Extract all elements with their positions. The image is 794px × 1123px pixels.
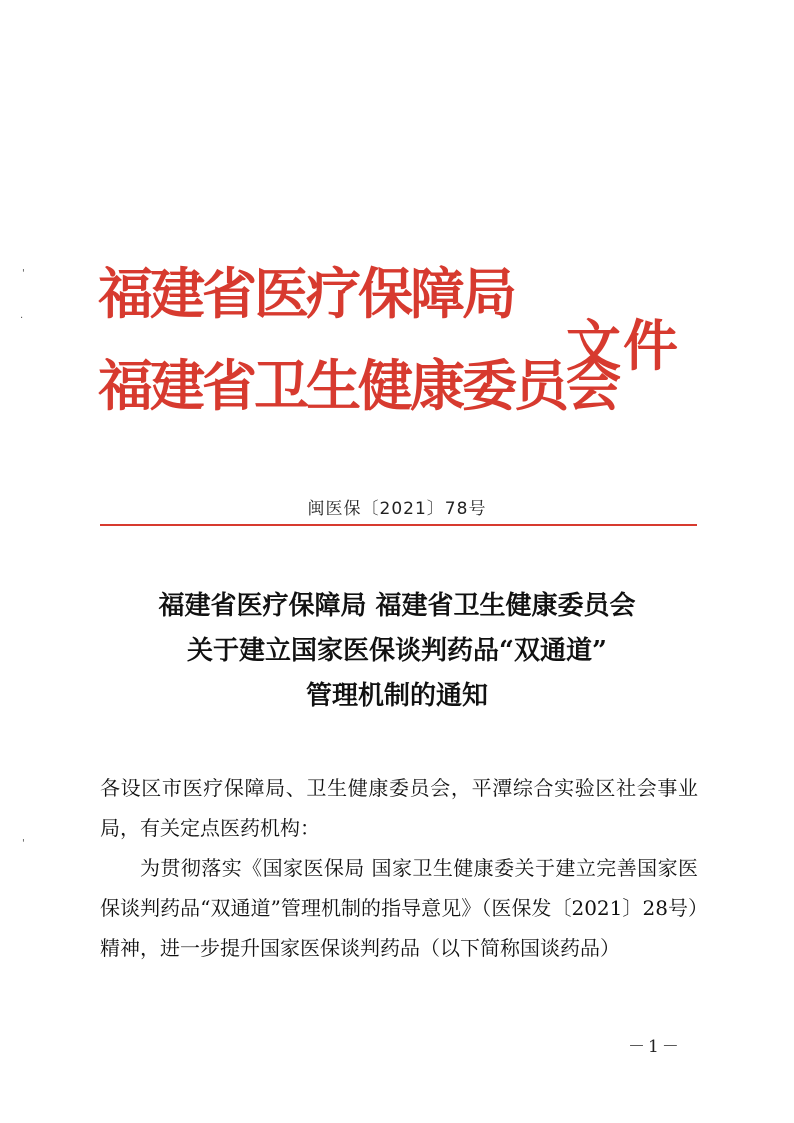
document-number: 闽医保〔2021〕78号 xyxy=(307,499,487,519)
document-label: 文件 xyxy=(566,313,681,378)
page-number: －1－ xyxy=(628,1037,682,1057)
scan-mark: . xyxy=(20,310,24,321)
title-line-1: 福建省医疗保障局 福建省卫生健康委员会 xyxy=(158,591,636,621)
scan-mark: ' xyxy=(22,268,25,279)
issuer-medical-security-bureau: 福建省医疗保障局 xyxy=(98,261,515,326)
addressee-paragraph: 各设区市医疗保障局、卫生健康委员会，平潭综合实验区社会事业局，有关定点医药机构： xyxy=(100,776,698,840)
red-divider-line xyxy=(100,524,697,526)
body-paragraph: 为贯彻落实《国家医保局 国家卫生健康委关于建立完善国家医保谈判药品“双通道”管理机制的指导意见》（医保发〔2021〕28号）精神，进一步提升国家医保谈判药品（以下简称国谈药品） xyxy=(100,856,698,960)
notice-body xyxy=(100,768,698,968)
notice-title xyxy=(0,584,794,719)
scan-mark: ' xyxy=(22,838,25,849)
title-line-2: 关于建立国家医保谈判药品“双通道” xyxy=(187,636,607,666)
issuer-health-commission: 福建省卫生健康委员会 xyxy=(98,353,619,418)
red-header-masthead xyxy=(98,262,708,432)
title-line-3: 管理机制的通知 xyxy=(305,681,488,711)
